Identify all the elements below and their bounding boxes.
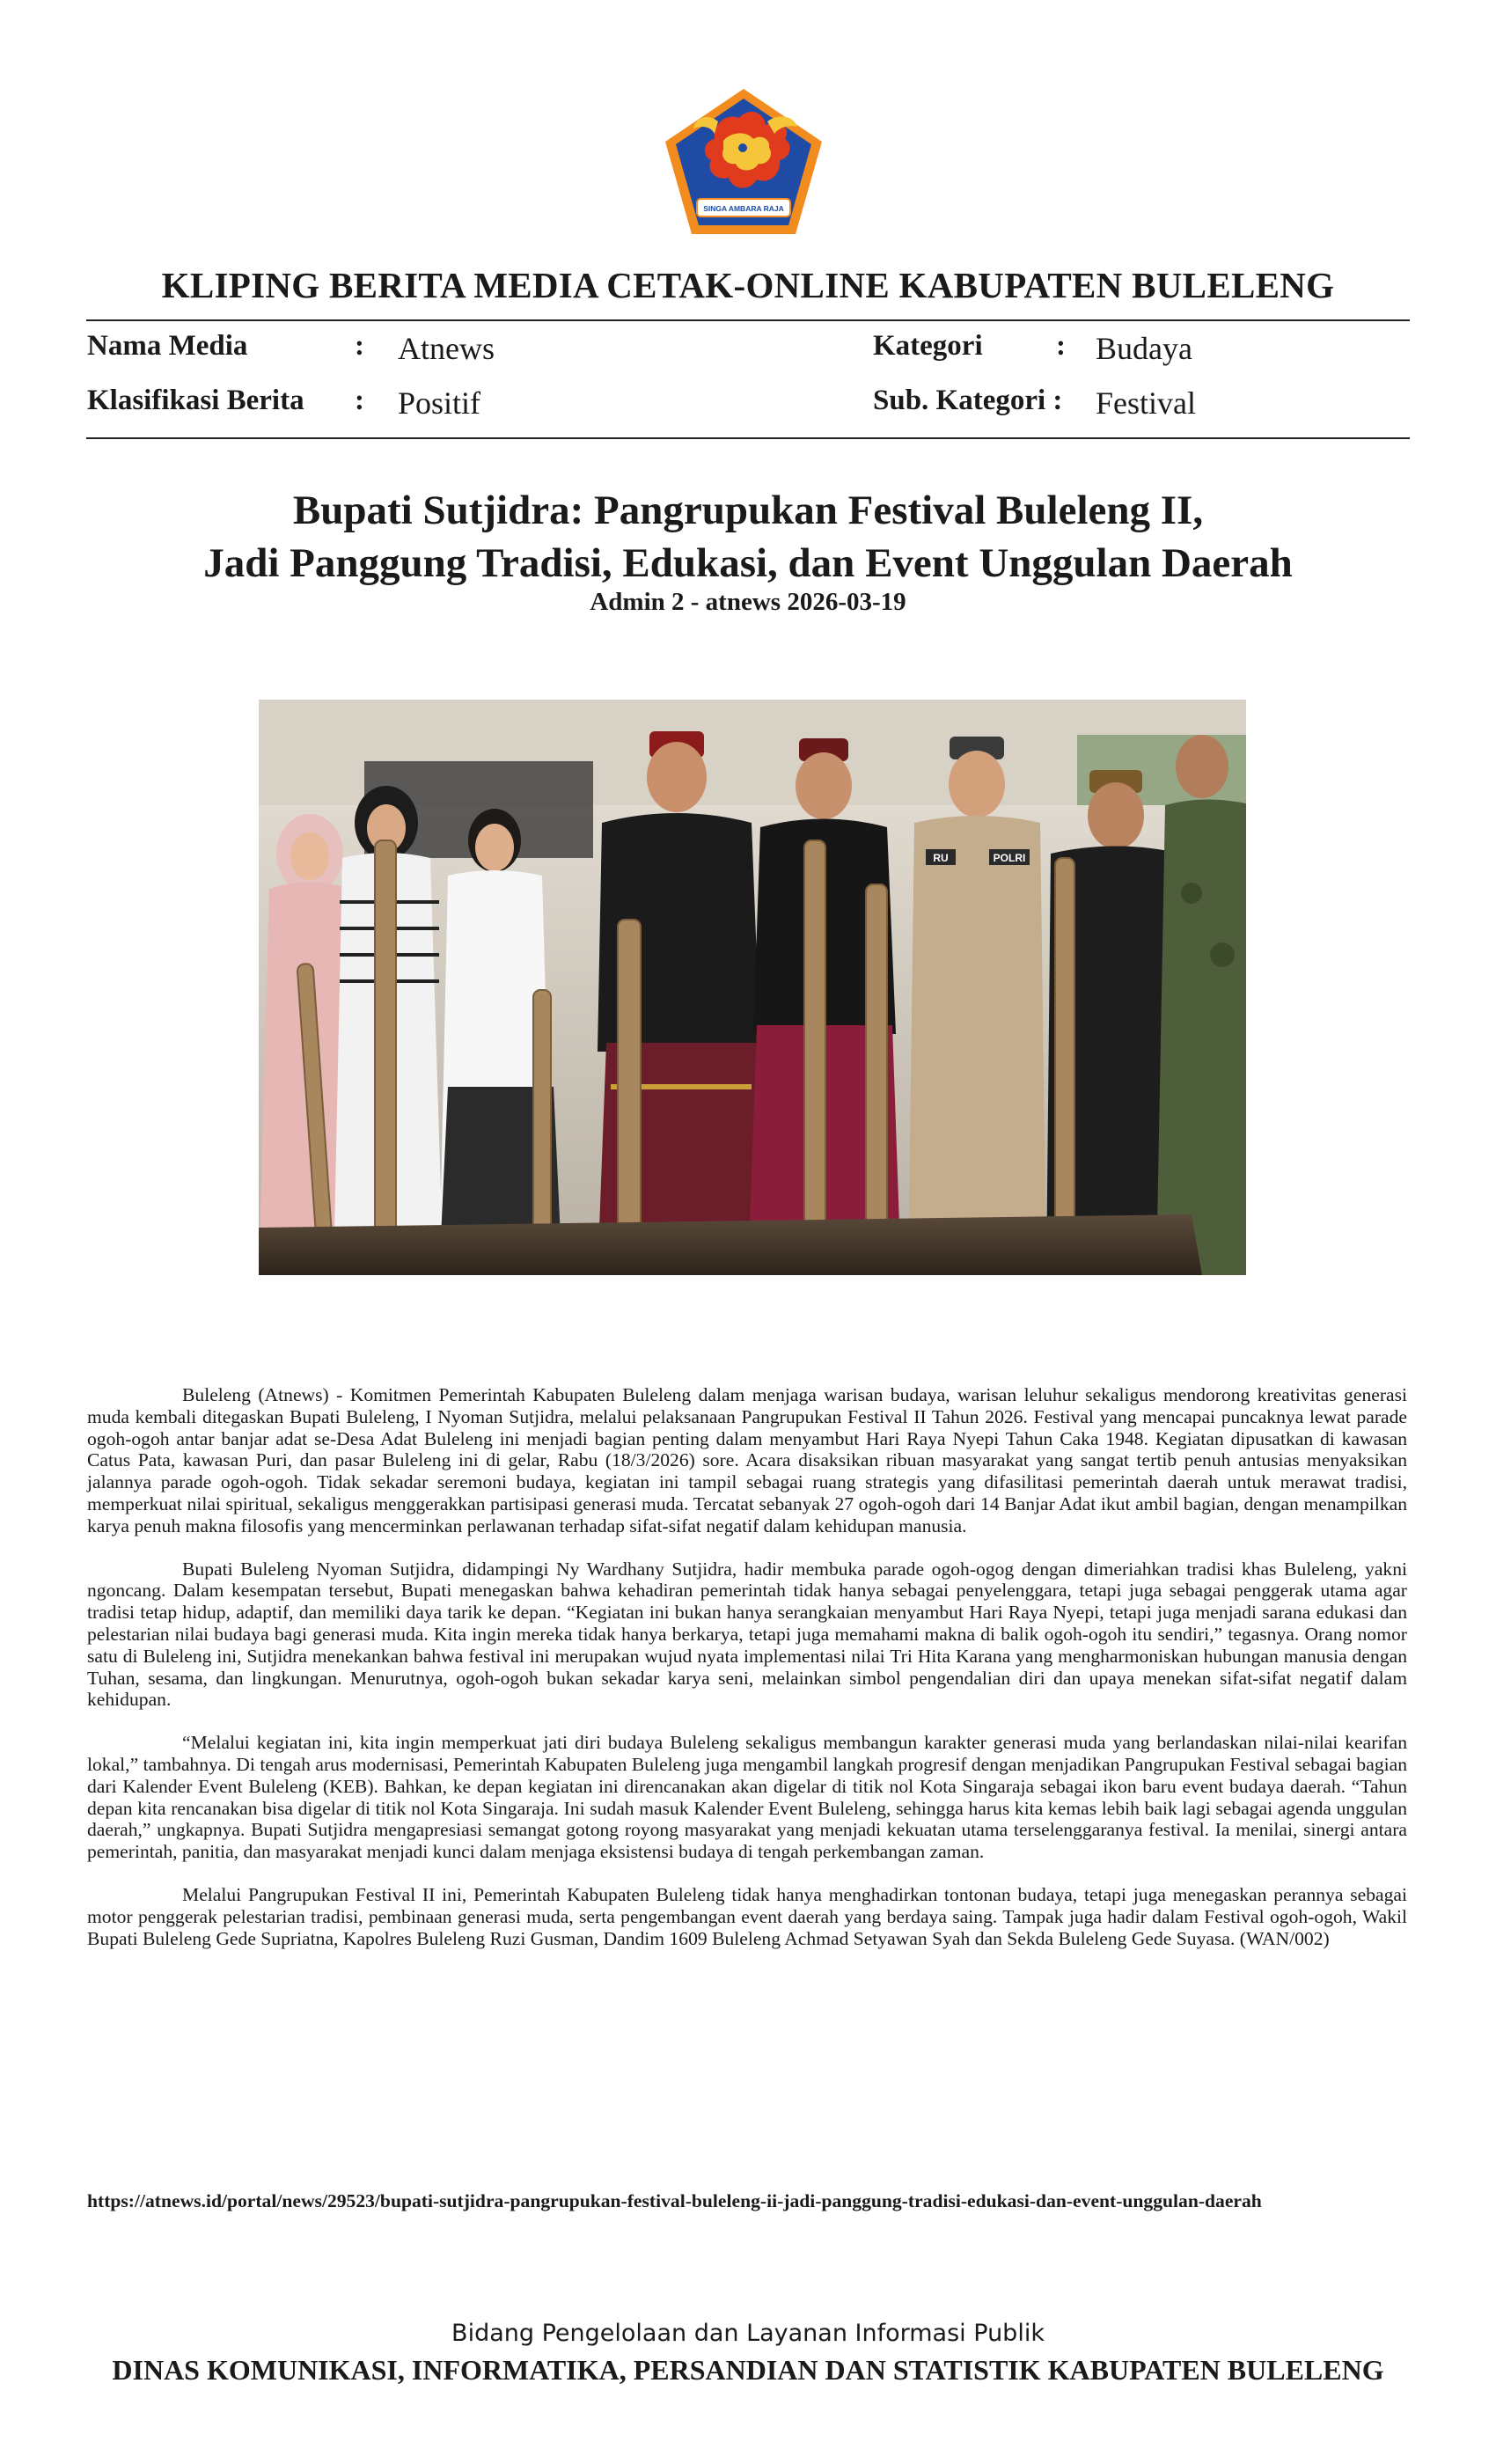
ceremony-photo-illustration (259, 700, 1246, 1275)
article-body (87, 1384, 1407, 1970)
news-classification-value: Positif (398, 385, 481, 421)
category-label: Kategori (873, 330, 983, 362)
header-top-rule (86, 319, 1410, 321)
news-classification-label: Klasifikasi Berita (87, 385, 304, 416)
logo-motto: SINGA AMBARA RAJA (703, 204, 784, 213)
article-paragraph-3: “Melalui kegiatan ini, kita ingin memperkuat jati diri budaya Buleleng sekaligus membangun karakter generasi muda yang berlandaskan nilai-nilai kearifan lokal,” tambahnya. Di tengah arus modernisasi, Pemerintah Kabupaten Buleleng juga mengambil langkah progresif dengan menjadikan Pangrupukan Festival sebagai bagian dari Kalender Event Buleleng (KEB). Bahkan, ke depan kegiatan ini direncanakan akan digelar di titik nol Kota Singaraja sebagai ikon baru event budaya daerah. “Tahun depan kita rencanakan bisa digelar di titik nol Kota Singaraja. Ini sudah masuk Kalender Event Buleleng, sehingga harus kita kemas lebih baik lagi sebagai agenda unggulan daerah,” ungkapnya. Bupati Sutjidra mengapresiasi semangat gotong royong masyarakat yang menjadi kekuatan utama terselenggaranya festival. Ia menilai, sinergi antara pemerintah, panitia, dan masyarakat menjadi kunci dalam menjaga eksistensi budaya di tengah perkembangan zaman. (87, 1732, 1407, 1863)
headline-line-1: Bupati Sutjidra: Pangrupukan Festival Buleleng II, (292, 488, 1204, 533)
category-colon: : (1056, 330, 1066, 362)
headline-line-2: Jadi Panggung Tradisi, Edukasi, dan Event Unggulan Daerah (203, 540, 1293, 586)
news-classification-colon: : (355, 385, 364, 416)
media-name-colon: : (355, 330, 364, 362)
source-url-link[interactable]: https://atnews.id/portal/news/29523/bupati-sutjidra-pangrupukan-festival-buleleng-ii-jadi-panggung-tradisi-edukasi-dan-event-unggulan-daerah (87, 2190, 1262, 2211)
sub-category-value: Festival (1096, 385, 1196, 421)
sub-category-label: Sub. Kategori : (873, 385, 1063, 416)
article-paragraph-1: Buleleng (Atnews) - Komitmen Pemerintah Kabupaten Buleleng dalam menjaga warisan budaya, warisan leluhur sekaligus mendorong kreativitas generasi muda kembali ditegaskan Bupati Buleleng, I Nyoman Sutjidra, melalui pelaksanaan Pangrupukan Festival II Tahun 2026. Festival yang mencapai puncaknya lewat parade ogoh-ogoh antar banjar adat se-Desa Adat Buleleng ini menjadi bagian penting dalam menyambut Hari Raya Nyepi Tahun Caka 1948. Kegiatan dipusatkan di kawasan Catus Pata, kawasan Puri, dan pasar Buleleng ini di gelar, Rabu (18/3/2026) sore. Acara disaksikan ribuan masyarakat yang sangat tertib penuh antusias menyaksikan jalannya parade ogoh-ogoh. Tidak sekadar seremoni budaya, kegiatan ini tampil sebagai ruang strategis yang difasilitasi pemerintah daerah untuk merawat tradisi, memperkuat nilai spiritual, sekaligus menggerakkan partisipasi generasi muda. Tercatat sebanyak 27 ogoh-ogoh dari 14 Banjar Adat ikut ambil bagian, dengan menampilkan karya penuh makna filosofis yang mencerminkan perlawanan terhadap sifat-sifat negatif dalam kehidupan manusia. (87, 1384, 1407, 1536)
header-bottom-rule (86, 437, 1410, 439)
media-name-label: Nama Media (87, 330, 248, 362)
coat-of-arms-icon (662, 86, 825, 238)
document-header-title: KLIPING BERITA MEDIA CETAK-ONLINE KABUPATEN BULELENG (161, 265, 1335, 305)
article-paragraph-2: Bupati Buleleng Nyoman Sutjidra, didampingi Ny Wardhany Sutjidra, hadir membuka parade ogoh-ogog dengan dimeriahkan tradisi khas Buleleng, yakni ngoncang. Dalam kesempatan tersebut, Bupati menegaskan bahwa kehadiran pemerintah tidak hanya sebagai penyelenggara, tetapi juga sebagai penggerak utama agar tradisi tetap hidup, adaptif, dan memiliki daya tarik ke depan. “Kegiatan ini bukan hanya serangkaian menyambut Hari Raya Nyepi, tetapi juga menjadi sarana edukasi dan pelestarian nilai budaya bagi generasi muda. Kita ingin mereka tidak hanya berkarya, tetapi juga memahami makna di balik ogoh-ogoh itu sendiri,” tegasnya. Orang nomor satu di Buleleng ini, Sutjidra menekankan bahwa festival ini merupakan wujud nyata implementasi nilai Tri Hita Karana yang mengharmoniskan hubungan manusia dengan Tuhan, sesama, dan lingkungan. Menurutnya, ogoh-ogoh bukan sekadar karya seni, melainkan simbol pengendalian diri dan upaya menekan sifat-sifat negatif dalam kehidupan. (87, 1558, 1407, 1711)
police-name-tag: RU (933, 852, 949, 864)
buleleng-regency-logo (662, 86, 825, 238)
category-value: Budaya (1096, 331, 1192, 366)
police-badge-label: POLRI (993, 852, 1026, 864)
byline: Admin 2 - atnews 2026-03-19 (590, 588, 906, 616)
media-name-value: Atnews (398, 331, 495, 366)
footer-department: DINAS KOMUNIKASI, INFORMATIKA, PERSANDIAN DAN STATISTIK KABUPATEN BULELENG (112, 2354, 1384, 2386)
footer-division: Bidang Pengelolaan dan Layanan Informasi Publik (451, 2320, 1045, 2347)
news-photo (259, 700, 1246, 1275)
article-paragraph-4: Melalui Pangrupukan Festival II ini, Pemerintah Kabupaten Buleleng tidak hanya menghadirkan tontonan budaya, tetapi juga menegaskan perannya sebagai motor penggerak pelestarian tradisi, pembinaan generasi muda, serta pengembangan event daerah yang berdaya saing. Tampak juga hadir dalam Festival ogoh-ogoh, Wakil Bupati Buleleng Gede Supriatna, Kapolres Buleleng Ruzi Gusman, Dandim 1609 Buleleng Achmad Setyawan Syah dan Sekda Buleleng Gede Suyasa. (WAN/002) (87, 1883, 1407, 1949)
